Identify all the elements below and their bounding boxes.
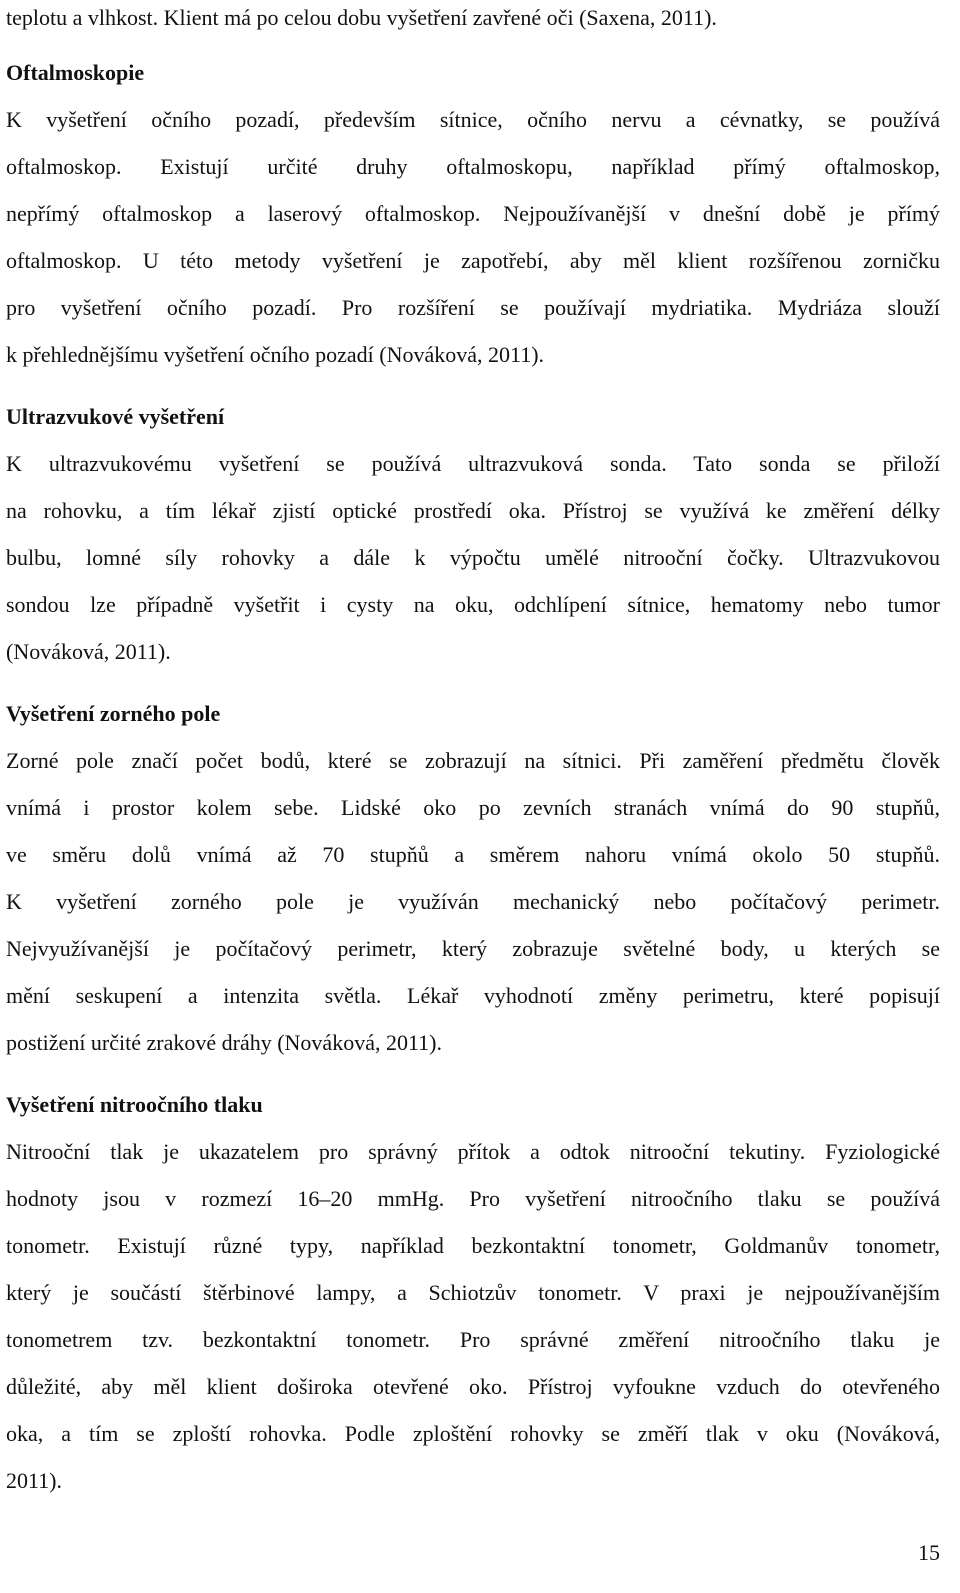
paragraph-line: pro vyšetření očního pozadí. Pro rozšíření se používají mydriatika. Mydriáza slouží (6, 295, 940, 320)
paragraph-line: oftalmoskop. U této metody vyšetření je zapotřebí, aby měl klient rozšířenou zorničku (6, 248, 940, 273)
section-ultrazvukove-vysetreni (6, 393, 940, 675)
paragraph-line: tonometrem tzv. bezkontaktní tonometr. Pro správné změření nitroočního tlaku je (6, 1327, 940, 1352)
paragraph-line: teplotu a vlhkost. Klient má po celou dobu vyšetření zavřené oči (Saxena, 2011). (6, 5, 717, 30)
paragraph-line: bulbu, lomné síly rohovky a dále k výpočtu umělé nitrooční čočky. Ultrazvukovou (6, 545, 940, 570)
paragraph-line: vnímá i prostor kolem sebe. Lidské oko po zevních stranách vnímá do 90 stupňů, (6, 795, 940, 820)
paragraph-line: ve směru dolů vnímá až 70 stupňů a směrem nahoru vnímá okolo 50 stupňů. (6, 842, 940, 867)
document-page (6, 0, 940, 1504)
paragraph-line: na rohovku, a tím lékař zjistí optické prostředí oka. Přístroj se využívá ke změření délky (6, 498, 940, 523)
page-number: 15 (918, 1540, 940, 1565)
section-heading: Ultrazvukové vyšetření (6, 404, 225, 429)
section-vysetreni-zorneho-pole (6, 690, 940, 1066)
section-heading: Vyšetření zorného pole (6, 701, 221, 726)
paragraph-line: K vyšetření zorného pole je využíván mechanický nebo počítačový perimetr. (6, 889, 940, 914)
paragraph-line: mění seskupení a intenzita světla. Lékař vyhodnotí změny perimetru, které popisují (6, 983, 940, 1008)
section-oftalmoskopie (6, 49, 940, 378)
section-heading: Oftalmoskopie (6, 60, 145, 85)
paragraph-line: K ultrazvukovému vyšetření se používá ultrazvuková sonda. Tato sonda se přiloží (6, 451, 940, 476)
section-heading: Vyšetření nitroočního tlaku (6, 1092, 263, 1117)
paragraph-line: postižení určité zrakové dráhy (Nováková, 2011). (6, 1030, 442, 1055)
paragraph-line: oftalmoskop. Existují určité druhy oftalmoskopu, například přímý oftalmoskop, (6, 154, 940, 179)
paragraph-line: sondou lze případně vyšetřit i cysty na oku, odchlípení sítnice, hematomy nebo tumor (6, 592, 940, 617)
paragraph-line: 2011). (6, 1468, 63, 1493)
paragraph-line: hodnoty jsou v rozmezí 16–20 mmHg. Pro vyšetření nitroočního tlaku se používá (6, 1186, 940, 1211)
paragraph-line: K vyšetření očního pozadí, především sítnice, očního nervu a cévnatky, se používá (6, 107, 940, 132)
paragraph-line: Nitrooční tlak je ukazatelem pro správný přítok a odtok nitrooční tekutiny. Fyziologické (6, 1139, 940, 1164)
paragraph-line: Nejvyužívanější je počítačový perimetr, který zobrazuje světelné body, u kterých se (6, 936, 940, 961)
paragraph-line: (Nováková, 2011). (6, 639, 171, 664)
paragraph-line: oka, a tím se zploští rohovka. Podle zploštění rohovky se změří tlak v oku (Nováková, (6, 1421, 940, 1446)
paragraph-line: důležité, aby měl klient doširoka otevřené oko. Přístroj vyfoukne vzduch do otevřeného (6, 1374, 940, 1399)
paragraph-line: k přehlednějšímu vyšetření očního pozadí (Nováková, 2011). (6, 342, 545, 367)
paragraph-line: Zorné pole značí počet bodů, které se zobrazují na sítnici. Při zaměření předmětu člověk (6, 748, 940, 773)
section-vysetreni-nitroocniho-tlaku (6, 1081, 940, 1504)
paragraph-line: který je součástí štěrbinové lampy, a Schiotzův tonometr. V praxi je nejpoužívanějším (6, 1280, 940, 1305)
paragraph-line: nepřímý oftalmoskop a laserový oftalmoskop. Nejpoužívanější v dnešní době je přímý (6, 201, 940, 226)
paragraph-line: tonometr. Existují různé typy, například bezkontaktní tonometr, Goldmanův tonometr, (6, 1233, 940, 1258)
